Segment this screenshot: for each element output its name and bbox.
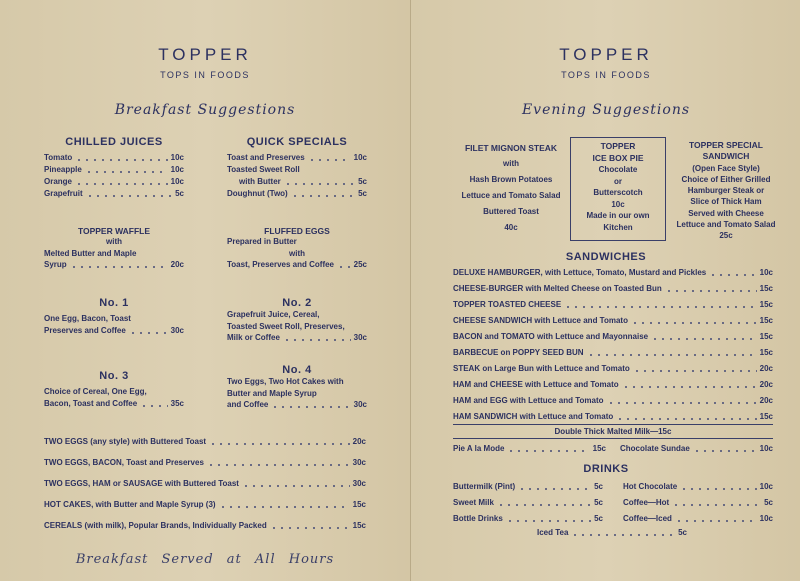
item-line: 25c bbox=[719, 231, 733, 241]
tagline: TOPS IN FOODS bbox=[160, 70, 250, 80]
filet-mignon-special bbox=[451, 140, 571, 236]
item-line: Lettuce and Tomato Salad bbox=[676, 220, 776, 230]
menu-item bbox=[44, 499, 366, 511]
dot-leader bbox=[291, 190, 355, 198]
item-name: Toasted Sweet Roll bbox=[227, 165, 300, 174]
section-heading: Evening Suggestions bbox=[521, 102, 691, 118]
dot-leader bbox=[631, 317, 757, 325]
combo-no4 bbox=[227, 364, 367, 411]
menu-item bbox=[44, 478, 366, 490]
menu-item bbox=[44, 164, 184, 176]
item-line: with bbox=[106, 237, 122, 246]
brand-title: TOPPER bbox=[559, 45, 653, 64]
item-price: 5c bbox=[594, 498, 603, 507]
item-line: One Egg, Bacon, Toast bbox=[44, 314, 131, 323]
item-line: SANDWICH bbox=[702, 151, 750, 162]
item-name: BACON and TOMATO with Lettuce and Mayonnaise bbox=[453, 332, 649, 341]
item-name: TWO EGGS (any style) with Buttered Toast bbox=[44, 437, 207, 446]
item-price: 20c bbox=[352, 437, 366, 446]
dot-leader bbox=[587, 349, 757, 357]
item-name: Hot Chocolate bbox=[623, 482, 678, 491]
item-price: 5c bbox=[594, 514, 603, 523]
dot-leader bbox=[209, 438, 350, 446]
item-price: 5c bbox=[764, 498, 773, 507]
item-name: Doughnut (Two) bbox=[227, 189, 288, 198]
item-price: 10c bbox=[170, 177, 184, 186]
menu-item bbox=[453, 363, 773, 375]
dot-leader bbox=[75, 154, 167, 162]
item-line: Choice of Either Grilled bbox=[681, 174, 771, 184]
menu-item bbox=[453, 299, 773, 311]
combo-no3 bbox=[44, 370, 184, 410]
dot-leader bbox=[607, 397, 757, 405]
dot-leader bbox=[507, 445, 589, 453]
item-line: Prepared in Butter bbox=[227, 237, 297, 246]
item-price: 15c bbox=[759, 412, 773, 421]
item-name: Coffee—Iced bbox=[623, 514, 672, 523]
dot-leader bbox=[633, 365, 757, 373]
item-title: No. 1 bbox=[99, 297, 129, 309]
item-price: 15c bbox=[759, 316, 773, 325]
dot-leader bbox=[219, 501, 350, 509]
item-name: STEAK on Large Bun with Lettuce and Tomato bbox=[453, 364, 630, 373]
item-price: 20c bbox=[759, 364, 773, 373]
menu-item bbox=[620, 443, 773, 455]
dot-leader bbox=[284, 178, 355, 186]
item-line: Choice of Cereal, One Egg, bbox=[44, 387, 147, 396]
menu-item bbox=[453, 481, 603, 493]
menu-item bbox=[44, 457, 366, 469]
item-price: 10c bbox=[759, 444, 773, 453]
item-price: 20c bbox=[759, 396, 773, 405]
topper-special-sandwich bbox=[666, 140, 786, 242]
item-line: ICE BOX PIE bbox=[592, 152, 644, 163]
item-name: CHEESE SANDWICH with Lettuce and Tomato bbox=[453, 316, 628, 325]
dot-leader bbox=[675, 515, 757, 523]
item-line: or bbox=[614, 176, 622, 186]
item-name: TOPPER TOASTED CHEESE bbox=[453, 300, 562, 309]
item-line: Hash Brown Potatoes bbox=[469, 175, 553, 184]
dot-leader bbox=[693, 445, 757, 453]
item-line: Lettuce and Tomato Salad bbox=[461, 191, 561, 200]
item-line: 10c bbox=[611, 199, 625, 209]
fluffed-eggs bbox=[227, 226, 367, 271]
menu-item bbox=[453, 513, 603, 525]
dot-leader bbox=[672, 499, 761, 507]
menu-item bbox=[227, 188, 367, 200]
tagline: TOPS IN FOODS bbox=[561, 70, 651, 80]
dot-leader bbox=[518, 483, 591, 491]
item-price: 15c bbox=[759, 300, 773, 309]
price-row: Milk or Coffee 30c bbox=[227, 333, 367, 343]
item-price: 10c bbox=[759, 268, 773, 277]
dot-leader bbox=[86, 190, 172, 198]
item-line: Butter and Maple Syrup bbox=[227, 388, 317, 398]
topper-waffle bbox=[44, 226, 184, 271]
sandwiches-title: SANDWICHES bbox=[565, 251, 647, 263]
section-heading: Breakfast Suggestions bbox=[114, 102, 296, 118]
item-price: 10c bbox=[353, 153, 367, 162]
item-price: 15c bbox=[352, 500, 366, 509]
item-name: HAM SANDWICH with Lettuce and Tomato bbox=[453, 412, 614, 421]
item-name: Chocolate Sundae bbox=[620, 444, 690, 453]
dot-leader bbox=[497, 499, 591, 507]
item-price: 10c bbox=[759, 482, 773, 491]
chilled-juices bbox=[44, 136, 184, 200]
dot-leader bbox=[709, 269, 756, 277]
item-price: 30c bbox=[352, 458, 366, 467]
dot-leader bbox=[207, 459, 350, 467]
item-line: Hamburger Steak or bbox=[687, 186, 765, 196]
item-title: No. 3 bbox=[99, 370, 129, 382]
drinks-title: DRINKS bbox=[583, 463, 629, 475]
menu-item bbox=[623, 513, 773, 525]
item-name: CHEESE-BURGER with Melted Cheese on Toasted Bun bbox=[453, 284, 662, 293]
menu-item bbox=[453, 331, 773, 343]
item-name: Coffee—Hot bbox=[623, 498, 670, 507]
item-title: No. 4 bbox=[282, 364, 312, 376]
dot-leader bbox=[622, 381, 757, 389]
item-price: 15c bbox=[759, 348, 773, 357]
item-price: 30c bbox=[352, 479, 366, 488]
item-price: 15c bbox=[759, 284, 773, 293]
dot-leader bbox=[564, 301, 756, 309]
item-name: Pie A la Mode bbox=[453, 444, 505, 453]
dot-leader bbox=[75, 178, 168, 186]
footer-note: Breakfast Served at All Hours bbox=[75, 552, 335, 567]
menu-item bbox=[453, 443, 606, 455]
item-price: 5c bbox=[358, 177, 367, 186]
item-line: Chocolate bbox=[598, 165, 638, 174]
item-name: Buttermilk (Pint) bbox=[453, 482, 516, 491]
item-name: Pineapple bbox=[44, 165, 82, 174]
item-name: TWO EGGS, BACON, Toast and Preserves bbox=[44, 458, 204, 467]
section-title: CHILLED JUICES bbox=[65, 136, 163, 148]
item-line: FILET MIGNON STEAK bbox=[464, 143, 558, 153]
dot-leader bbox=[616, 413, 756, 421]
item-name: BARBECUE on POPPY SEED BUN bbox=[453, 348, 584, 357]
item-price: 10c bbox=[170, 165, 184, 174]
item-name: with Butter bbox=[239, 177, 281, 186]
item-line: with bbox=[289, 248, 305, 258]
item-title: FLUFFED EGGS bbox=[264, 226, 330, 236]
item-line: Kitchen bbox=[603, 222, 633, 232]
menu-item bbox=[44, 436, 366, 448]
item-line: Toasted Sweet Roll, Preserves, bbox=[227, 321, 345, 331]
menu-item bbox=[453, 347, 773, 359]
menu-item bbox=[453, 395, 773, 407]
divider bbox=[453, 424, 773, 425]
combo-no2 bbox=[227, 297, 367, 344]
item-line: with bbox=[503, 159, 519, 168]
item-title: TOPPER WAFFLE bbox=[77, 226, 151, 236]
item-name: DELUXE HAMBURGER, with Lettuce, Tomato, Mustard and Pickles bbox=[453, 268, 707, 277]
item-line: Served with Cheese bbox=[688, 208, 764, 218]
price-row: Syrup 20c bbox=[44, 260, 184, 270]
item-name: Bottle Drinks bbox=[453, 514, 503, 523]
dot-leader bbox=[506, 515, 591, 523]
brand-title: TOPPER bbox=[158, 45, 252, 64]
item-line: TOPPER SPECIAL bbox=[689, 140, 763, 150]
item-price: 5c bbox=[175, 189, 184, 198]
menu-item bbox=[453, 283, 773, 295]
item-line: Butterscotch bbox=[593, 188, 643, 197]
price-row: and Coffee 30c bbox=[227, 400, 367, 410]
item-price: 15c bbox=[352, 521, 366, 530]
item-name: Tomato bbox=[44, 153, 73, 162]
section-title: QUICK SPECIALS bbox=[246, 136, 348, 148]
item-line: Two Eggs, Two Hot Cakes with bbox=[227, 377, 344, 386]
menu-item bbox=[44, 520, 366, 532]
item-name: Sweet Milk bbox=[453, 498, 494, 507]
menu-item bbox=[453, 315, 773, 327]
item-line: Made in our own bbox=[586, 211, 650, 220]
dot-leader bbox=[680, 483, 756, 491]
menu-item bbox=[44, 188, 184, 200]
menu-item bbox=[453, 411, 773, 423]
price-row: Toast, Preserves and Coffee 25c bbox=[227, 260, 367, 270]
item-line: (Open Face Style) bbox=[692, 163, 760, 173]
dot-leader bbox=[85, 166, 168, 174]
evening-page bbox=[410, 0, 800, 581]
menu-item bbox=[227, 176, 367, 188]
menu-item bbox=[453, 267, 773, 279]
dot-leader bbox=[242, 480, 350, 488]
menu-item bbox=[227, 164, 367, 176]
item-price: 10c bbox=[170, 153, 184, 162]
item-name: Toast and Preserves bbox=[227, 153, 305, 162]
quick-specials bbox=[227, 136, 367, 200]
item-name: Grapefruit bbox=[44, 189, 83, 198]
divider bbox=[453, 438, 773, 439]
malted-milk: Double Thick Malted Milk—15c bbox=[554, 427, 672, 436]
item-price: 15c bbox=[592, 444, 606, 453]
item-name: HAM and CHEESE with Lettuce and Tomato bbox=[453, 380, 619, 389]
menu-item bbox=[623, 481, 773, 493]
item-title: No. 2 bbox=[282, 297, 312, 309]
item-line: TOPPER bbox=[600, 141, 636, 151]
item-price: 10c bbox=[759, 514, 773, 523]
menu-item bbox=[44, 152, 184, 164]
dot-leader bbox=[665, 285, 757, 293]
item-name: Orange bbox=[44, 177, 73, 186]
price-row: Preserves and Coffee 30c bbox=[44, 325, 184, 335]
menu-item bbox=[453, 497, 603, 509]
iced-tea-row: Iced Tea 5c bbox=[537, 528, 687, 537]
item-price: 5c bbox=[358, 189, 367, 198]
combo-no1 bbox=[44, 297, 184, 337]
item-name: CEREALS (with milk), Popular Brands, Individually Packed bbox=[44, 521, 267, 530]
item-name: TWO EGGS, HAM or SAUSAGE with Buttered Toast bbox=[44, 479, 239, 488]
item-price: 5c bbox=[594, 482, 603, 491]
item-line: Buttered Toast bbox=[483, 207, 539, 216]
item-name: HOT CAKES, with Butter and Maple Syrup (3) bbox=[44, 500, 216, 509]
dot-leader bbox=[651, 333, 757, 341]
dot-leader bbox=[308, 154, 351, 162]
item-price: 15c bbox=[759, 332, 773, 341]
item-name: HAM and EGG with Lettuce and Tomato bbox=[453, 396, 604, 405]
menu-item bbox=[453, 379, 773, 391]
item-line: Slice of Thick Ham bbox=[690, 197, 762, 207]
item-line: Melted Butter and Maple bbox=[44, 248, 137, 258]
ice-box-pie-box bbox=[570, 137, 666, 241]
item-line: 40c bbox=[504, 223, 518, 232]
menu-item bbox=[227, 152, 367, 164]
menu-item bbox=[44, 176, 184, 188]
item-price: 20c bbox=[759, 380, 773, 389]
dot-leader bbox=[270, 522, 350, 530]
item-line: Grapefruit Juice, Cereal, bbox=[227, 310, 320, 319]
price-row: Bacon, Toast and Coffee 35c bbox=[44, 398, 184, 408]
menu-item bbox=[623, 497, 773, 509]
